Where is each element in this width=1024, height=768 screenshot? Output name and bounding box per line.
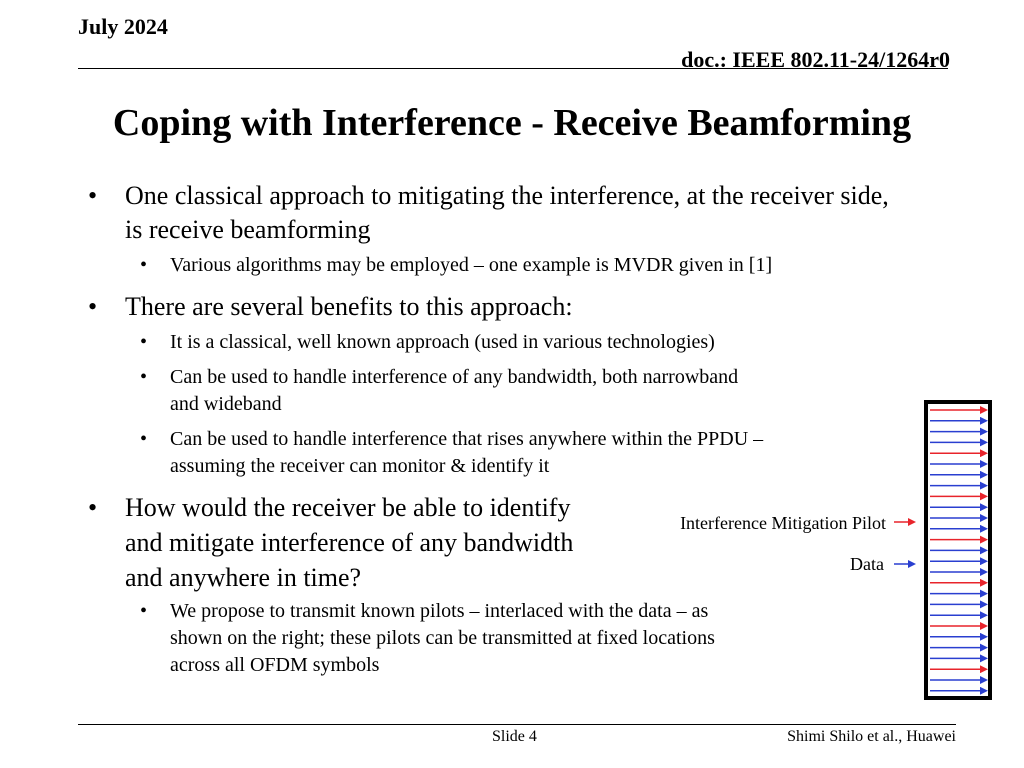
bullet-3-line-3: and anywhere in time? — [125, 563, 362, 592]
sub-bullet-dot: • — [140, 331, 148, 353]
bullet-2-sub-2-line-2: and wideband — [170, 393, 282, 415]
bullet-2-sub-3-line-1: Can be used to handle interference that rises anywhere within the PPDU – — [170, 428, 764, 450]
pilot-label: Interference Mitigation Pilot — [680, 513, 886, 533]
bullet-3-sub-1-line-2: shown on the right; these pilots can be transmitted at fixed locations — [170, 627, 715, 649]
bullet-2-sub-1: It is a classical, well known approach (used in various technologies) — [170, 331, 715, 353]
header-divider — [78, 68, 948, 69]
bullet-2-sub-3-line-2: assuming the receiver can monitor & identify it — [170, 455, 550, 477]
header-date: July 2024 — [78, 14, 168, 39]
bullet-dot: • — [88, 493, 98, 522]
bullet-2-sub-2-line-1: Can be used to handle interference of any bandwidth, both narrowband — [170, 366, 739, 388]
footer-divider — [78, 724, 956, 725]
sub-bullet-dot: • — [140, 600, 148, 622]
bullet-1-sub-1: Various algorithms may be employed – one example is MVDR given in [1] — [170, 254, 773, 276]
bullet-2-text: There are several benefits to this approach: — [125, 292, 573, 321]
sub-bullet-dot: • — [140, 254, 148, 276]
bullet-3-sub-1-line-1: We propose to transmit known pilots – interlaced with the data – as — [170, 600, 709, 622]
header-doc-id: doc.: IEEE 802.11-24/1264r0 — [681, 47, 950, 72]
slide-number: Slide 4 — [492, 728, 537, 745]
slide-title: Coping with Interference - Receive Beamforming — [112, 102, 912, 144]
bullet-3-line-1: How would the receiver be able to identify — [125, 493, 571, 522]
data-label: Data — [850, 554, 884, 574]
bullet-3-sub-1-line-3: across all OFDM symbols — [170, 654, 380, 676]
bullet-1-line-2: is receive beamforming — [125, 215, 371, 244]
sub-bullet-dot: • — [140, 428, 148, 450]
bullet-1-line-1: One classical approach to mitigating the interference, at the receiver side, — [125, 181, 889, 210]
pilot-data-diagram — [880, 395, 1000, 705]
sub-bullet-dot: • — [140, 366, 148, 388]
bullet-dot: • — [88, 292, 98, 321]
bullet-dot: • — [88, 181, 98, 210]
footer-author: Shimi Shilo et al., Huawei — [787, 728, 956, 745]
bullet-3-line-2: and mitigate interference of any bandwidth — [125, 528, 574, 557]
